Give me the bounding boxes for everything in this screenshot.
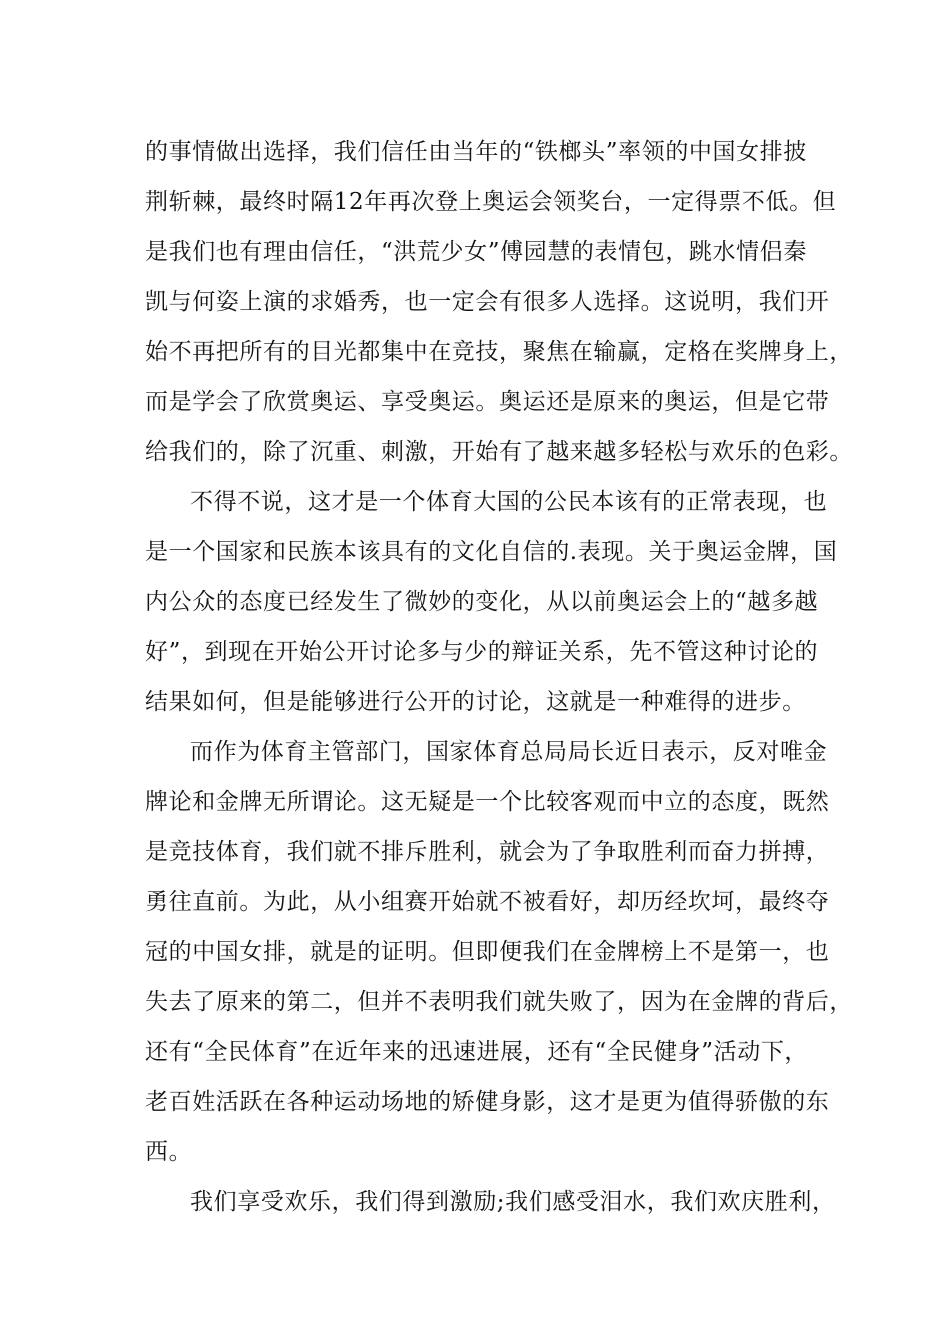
text-line: 给我们的，除了沉重、刺激，开始有了越来越多轻松与欢乐的色彩。 [145, 439, 853, 465]
text-line: 老百姓活跃在各种运动场地的矫健身影，这才是更为值得骄傲的东 [145, 1089, 830, 1115]
paragraph-first-line: 我们享受欢乐，我们得到激励;我们感受泪水，我们欢庆胜利， [190, 1189, 836, 1215]
text-line: 凯与何姿上演的求婚秀，也一定会有很多人选择。这说明，我们开 [145, 289, 830, 315]
paragraph-first-line: 而作为体育主管部门，国家体育总局局长近日表示，反对唯金 [190, 739, 828, 765]
paragraph-first-line: 不得不说，这才是一个体育大国的公民本该有的正常表现，也 [190, 489, 828, 515]
text-line: 西。 [145, 1139, 193, 1165]
text-line: 失去了原来的第二，但并不表明我们就失败了，因为在金牌的背后， [145, 989, 853, 1015]
text-line: 而是学会了欣赏奥运、享受奥运。奥运还是原来的奥运，但是它带 [145, 389, 830, 415]
text-line: 结果如何，但是能够进行公开的讨论，这就是一种难得的进步。 [145, 689, 806, 715]
text-line: 还有“全民体育”在近年来的迅速进展，还有“全民健身”活动下， [145, 1039, 809, 1065]
text-line: 的事情做出选择，我们信任由当年的“铁榔头”率领的中国女排披 [145, 139, 807, 165]
text-line: 冠的中国女排，就是的证明。但即便我们在金牌榜上不是第一，也 [145, 939, 830, 965]
text-line: 是竞技体育，我们就不排斥胜利，就会为了争取胜利而奋力拼搏， [145, 839, 830, 865]
text-line: 荆斩棘，最终时隔12年再次登上奥运会领奖台，一定得票不低。但 [145, 189, 837, 215]
text-line: 是一个国家和民族本该具有的文化自信的.表现。关于奥运金牌，国 [145, 539, 838, 565]
text-line: 好”，到现在开始公开讨论多与少的辩证关系，先不管这种讨论的 [145, 639, 819, 665]
text-line: 是我们也有理由信任，“洪荒少女”傅园慧的表情包，跳水情侣秦 [145, 239, 807, 265]
text-line: 牌论和金牌无所谓论。这无疑是一个比较客观而中立的态度，既然 [145, 789, 830, 815]
text-line: 内公众的态度已经发生了微妙的变化，从以前奥运会上的“越多越 [145, 589, 819, 615]
text-line: 勇往直前。为此，从小组赛开始就不被看好，却历经坎坷，最终夺 [145, 889, 830, 915]
text-line: 始不再把所有的目光都集中在竞技，聚焦在输赢，定格在奖牌身上， [145, 339, 853, 365]
